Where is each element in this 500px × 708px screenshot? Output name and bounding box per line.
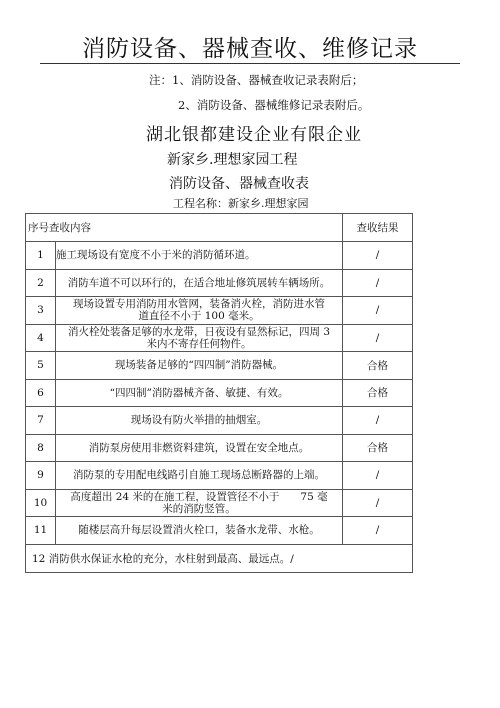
sheet-title: 消防设备、器械查收表 [169,176,309,192]
row-content: 施工现场设有宽度不小于米的消防循环道。 [56,242,343,270]
row-number: 3 [26,297,56,325]
row-result: / [343,242,413,270]
row-content: 现场设置专用消防用水管网，装备消火栓，消防进水管道直径不小于 100 毫米。 [56,297,343,325]
row-content: 随楼层高升每层设置消火栓口，装备水龙带、水枪。 [56,517,343,545]
table-row [26,489,413,517]
row-content: 消防泵的专用配电线路引自施工现场总断路器的上端。 [56,462,343,490]
row-result: 合格 [343,352,413,380]
row-content: 现场设有防火举措的抽烟室。 [56,407,343,435]
header-result: 查收结果 [343,214,413,242]
row-result: 合格 [343,434,413,462]
row-number: 8 [26,434,56,462]
row-12-content: 12 消防供水保证水枪的充分，水柱射到最高、最远点。/ [26,544,413,572]
header-seq-content: 序号查收内容 [26,214,343,242]
table-row [26,462,413,490]
title-divider [40,63,460,64]
table-row [26,434,413,462]
table-row [26,242,413,270]
row-content: 高度超出 24 米的在施工程，设置管径不小于 75 毫米的消防竖管。 [56,489,343,517]
row-number: 1 [26,242,56,270]
row-result: / [343,269,413,297]
company-name: 湖北银都建设企业有限企业 [146,125,362,145]
row-content: “四四制”消防器械齐备、敏捷、有效。 [56,379,343,407]
project-title: 新家乡.理想家园工程 [167,152,298,168]
row-number: 10 [26,489,56,517]
project-name-line: 工程名称：新家乡.理想家园 [173,197,309,210]
row-result: / [343,517,413,545]
document-title: 消防设备、器械查收、维修记录 [82,36,418,62]
row-content: 消防泵房使用非燃资料建筑，设置在安全地点。 [56,434,343,462]
row-result: / [343,489,413,517]
note-1: 注：1、消防设备、器械查收记录表附后； [149,73,364,87]
table-row [26,544,413,572]
row-number: 7 [26,407,56,435]
row-result: / [343,297,413,325]
row-result: / [343,324,413,352]
row-number: 6 [26,379,56,407]
table-row [26,517,413,545]
table-row [26,352,413,380]
note-2: 2、消防设备、器械维修记录表附后。 [178,98,370,112]
table-row [26,324,413,352]
row-content: 现场装备足够的“四四制”消防器械。 [56,352,343,380]
row-number: 5 [26,352,56,380]
row-number: 11 [26,517,56,545]
row-number: 2 [26,269,56,297]
inspection-table [25,213,413,573]
row-number: 4 [26,324,56,352]
table-header-row [26,214,413,242]
row-result: 合格 [343,379,413,407]
table-row [26,297,413,325]
table-row [26,379,413,407]
row-result: / [343,462,413,490]
row-number: 9 [26,462,56,490]
table-row [26,407,413,435]
row-content: 消防车道不可以环行的，在适合地址修筑展转车辆场所。 [56,269,343,297]
row-result: / [343,407,413,435]
table-row [26,269,413,297]
row-content: 消火栓处装备足够的水龙带，日夜设有显然标记，四周 3 米内不寄存任何物件。 [56,324,343,352]
